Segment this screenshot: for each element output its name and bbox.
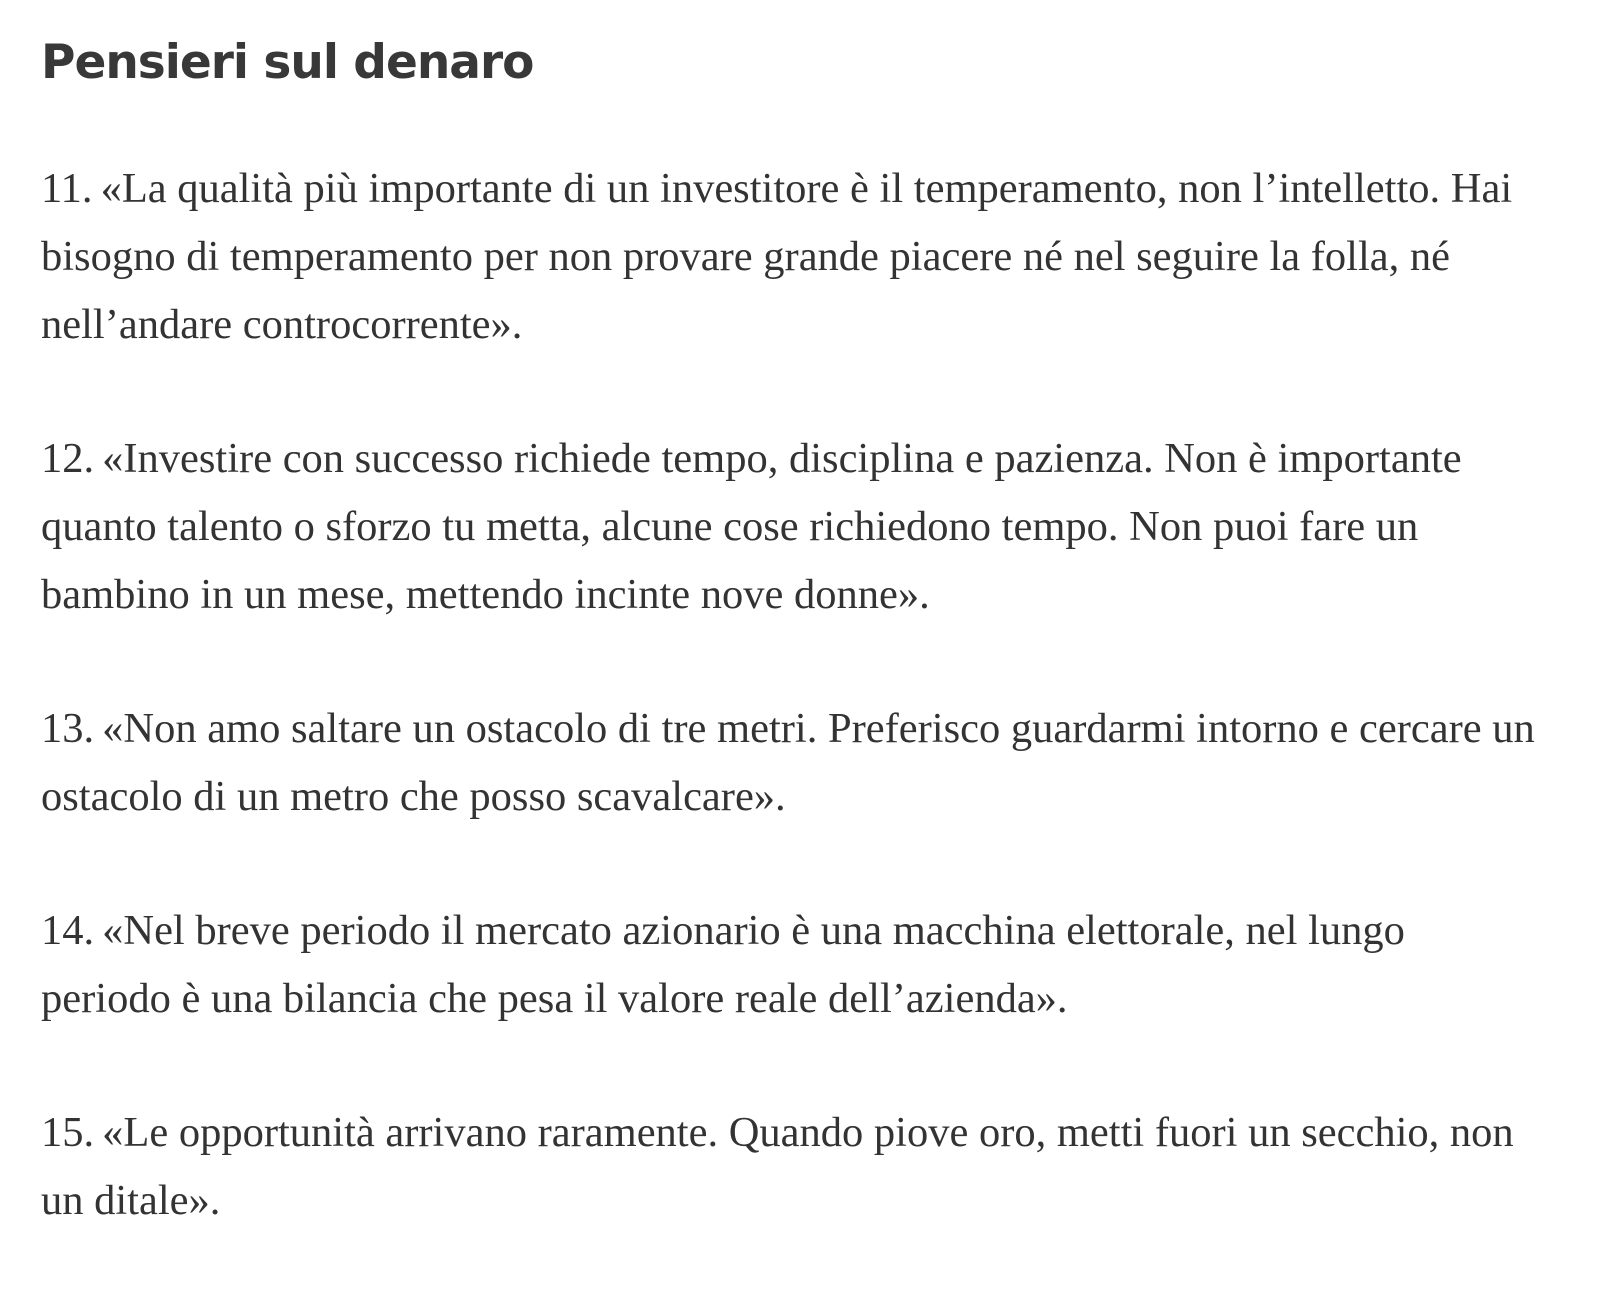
quote-number: 12. <box>41 435 95 482</box>
quote-number: 14. <box>41 907 95 954</box>
quote-text: «Non amo saltare un ostacolo di tre metri. Preferisco guardarmi intorno e cercare un ostacolo di un metro che posso scavalcare». <box>41 705 1535 820</box>
quote-list <box>41 155 1541 1235</box>
article <box>41 0 1541 1235</box>
quote-text: «Le opportunità arrivano raramente. Quando piove oro, metti fuori un secchio, non un ditale». <box>41 1109 1514 1224</box>
quote-text: «Investire con successo richiede tempo, disciplina e pazienza. Non è importante quanto talento o sforzo tu metta, alcune cose richiedono tempo. Non puoi fare un bambino in un mese, mettendo incinte nove donne». <box>41 435 1462 618</box>
quote-number: 13. <box>41 705 95 752</box>
quote-text: «La qualità più importante di un investitore è il temperamento, non l’intelletto. Hai bisogno di temperamento per non provare grande piacere né nel seguire la folla, né nell’andare controcorrente». <box>41 165 1513 348</box>
quote-number: 11. <box>41 165 93 212</box>
quote-item <box>41 1099 1541 1235</box>
quote-number: 15. <box>41 1109 95 1156</box>
quote-item <box>41 897 1541 1033</box>
quote-item <box>41 155 1541 359</box>
quote-item <box>41 425 1541 629</box>
quote-text: «Nel breve periodo il mercato azionario è una macchina elettorale, nel lungo periodo è una bilancia che pesa il valore reale dell’azienda». <box>41 907 1405 1022</box>
quote-item <box>41 695 1541 831</box>
page-title: Pensieri sul denaro <box>41 35 534 90</box>
